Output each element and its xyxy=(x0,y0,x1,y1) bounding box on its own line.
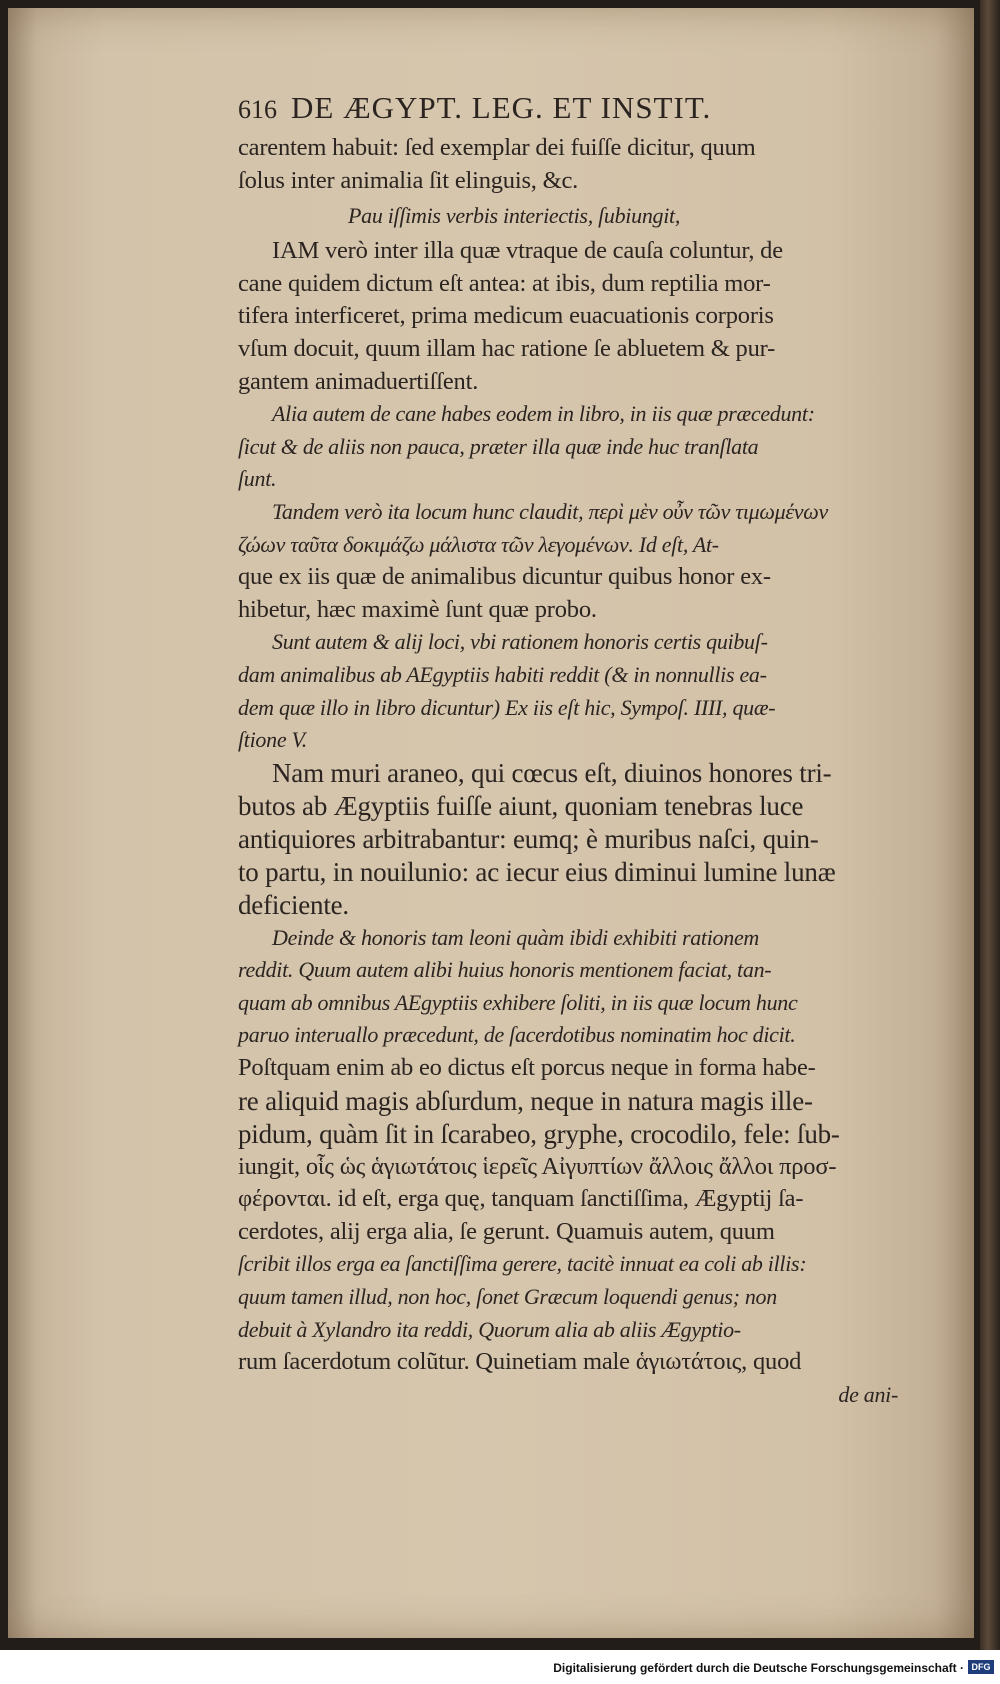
text-line: IAM verò inter illa quæ vtraque de cauſa coluntur, de xyxy=(272,237,783,265)
text-line: rum ſacerdotum colũtur. Quinetiam male ἁγιωτάτοις, quod xyxy=(238,1348,802,1376)
text-line: Pau iſſimis verbis interiectis, ſubiungit, xyxy=(348,203,681,229)
text-line: ſcribit illos erga ea ſanctiſſima gerere, tacitè innuat ea coli ab illis: xyxy=(238,1251,807,1277)
text-line: iungit, οἷς ὡς ἁγιωτάτοις ἱερεῖς Αἰγυπτίων ἄλλοις ἄλλοι προσ- xyxy=(238,1152,837,1180)
text-line: φέρονται. id eſt, erga quę, tanquam ſanctiſſima, Ægyptij ſa- xyxy=(238,1185,804,1213)
text-line: Alia autem de cane habes eodem in libro, in iis quæ præcedunt: xyxy=(272,401,815,427)
text-line: vſum docuit, quum illam hac ratione ſe abluetem & pur- xyxy=(238,334,776,362)
page-text-block xyxy=(238,88,938,1411)
text-line: Tandem verò ita locum hunc claudit, περὶ μὲν οὖν τῶν τιμωμένων xyxy=(272,498,828,524)
text-line: hibetur, hæc maximè ſunt quæ probo. xyxy=(238,595,597,623)
text-line: antiquiores arbitrabantur: eumq; è muribus naſci, quin- xyxy=(238,823,819,854)
text-line: ζώων ταῦτα δοκιμάζω μάλιστα τῶν λεγομένων. Id eſt, At- xyxy=(238,531,719,557)
text-line: ſolus inter animalia ſit elinguis, &c. xyxy=(238,166,579,194)
text-line: tifera interficeret, prima medicum euacuationis corporis xyxy=(238,302,774,330)
text-line: cane quidem dictum eſt antea: at ibis, dum reptilia mor- xyxy=(238,269,771,297)
text-line: Sunt autem & alij loci, vbi rationem honoris certis quibuſ- xyxy=(272,629,768,655)
text-line: dem quæ illo in libro dicuntur) Ex iis eſt hic, Sympoſ. IIII, quæ- xyxy=(238,694,776,720)
text-line: ſunt. xyxy=(238,466,277,492)
text-line: debuit à Xylandro ita reddi, Quorum alia ab aliis Ægyptio- xyxy=(238,1316,741,1342)
text-line: gantem animaduertiſſent. xyxy=(238,367,479,395)
footer-credit: Digitalisierung gefördert durch die Deutsche Forschungsgemeinschaft · xyxy=(553,1661,964,1675)
text-line: re aliquid magis abſurdum, neque in natura magis ille- xyxy=(238,1085,813,1116)
text-line: ſtione V. xyxy=(238,727,308,753)
text-line: paruo interuallo præcedunt, de ſacerdotibus nominatim hoc dicit. xyxy=(238,1022,796,1048)
text-line: quum tamen illud, non hoc, ſonet Græcum loquendi genus; non xyxy=(238,1284,777,1310)
text-line: ſicut & de aliis non pauca, præter illa quæ inde huc tranſlata xyxy=(238,433,759,459)
text-line: cerdotes, alij erga alia, ſe gerunt. Quamuis autem, quum xyxy=(238,1217,775,1245)
running-head xyxy=(238,88,938,130)
text-line: dam animalibus ab AEgyptiis habiti reddit (& in nonnullis ea- xyxy=(238,661,767,687)
book-gutter xyxy=(980,0,1000,1650)
book-page xyxy=(8,8,974,1638)
text-line: reddit. Quum autem alibi huius honoris mentionem faciat, tan- xyxy=(238,957,772,983)
page-number: 616 xyxy=(238,95,277,124)
text-line: Nam muri araneo, qui cœcus eſt, diuinos honores tri- xyxy=(272,757,832,788)
text-line: Deinde & honoris tam leoni quàm ibidi exhibiti rationem xyxy=(272,924,760,950)
text-line: to partu, in nouilunio: ac iecur eius diminui lumine lunæ xyxy=(238,856,836,887)
text-line: pidum, quàm ſit in ſcarabeo, gryphe, crocodilo, fele: ſub- xyxy=(238,1118,840,1149)
catchword: de ani- xyxy=(838,1381,898,1407)
running-head-title: DE ÆGYPT. LEG. ET INSTIT. xyxy=(291,90,712,125)
text-line: que ex iis quæ de animalibus dicuntur quibus honor ex- xyxy=(238,563,771,591)
digitization-footer xyxy=(0,1650,1000,1684)
text-line: deficiente. xyxy=(238,889,349,920)
dfg-logo-icon: DFG xyxy=(968,1660,994,1674)
text-line: Poſtquam enim ab eo dictus eſt porcus neque in forma habe- xyxy=(238,1054,816,1082)
text-line: quam ab omnibus AEgyptiis exhibere ſoliti, in iis quæ locum hunc xyxy=(238,989,798,1015)
text-line: butos ab Ægyptiis fuiſſe aiunt, quoniam tenebras luce xyxy=(238,790,804,821)
text-line: carentem habuit: ſed exemplar dei fuiſſe dicitur, quum xyxy=(238,134,756,161)
